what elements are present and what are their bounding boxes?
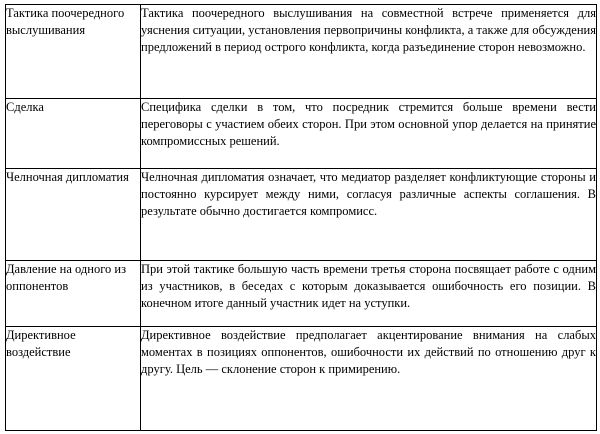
table-row [6,169,597,261]
tactic-description-cell: Челночная дипломатия означает, что медиатор разделяет конфликтующие стороны и постоянно курсирует между ними, согласуя различные аспекты соглашения. В результате обычно достигается компромисс. [141,169,597,261]
tactic-name-cell: Сделка [6,99,141,169]
tactic-description-cell: Специфика сделки в том, что посредник стремится больше времени вести переговоры с участием обеих сторон. При этом основной упор делается на принятие компромиссных решений. [141,99,597,169]
table-row [6,327,597,431]
tactic-description-cell: Тактика поочередного выслушивания на совместной встрече применяется для уяснения ситуации, установления первопричины конфликта, а также для обсуждения предложений в период острого конфликта, когда разъединение сторон невозможно. [141,5,597,99]
mediation-tactics-table [5,4,597,431]
table-row [6,5,597,99]
tactic-name-cell: Челночная дипломатия [6,169,141,261]
table-row [6,261,597,327]
tactic-description-cell: При этой тактике большую часть времени третья сторона посвящает работе с одним из участников, в беседах с которым доказывается ошибочность его позиции. В конечном итоге данный участник идет на уступки. [141,261,597,327]
tactic-name-cell: Директивное воздействие [6,327,141,431]
tactic-description-cell: Директивное воздействие предполагает акцентирование внимания на слабых моментах в позициях оппонентов, ошибочности их действий по отношению друг к другу. Цель — склонение сторон к примирению. [141,327,597,431]
table-row [6,99,597,169]
tactic-name-cell: Давление на одного из оппонентов [6,261,141,327]
tactic-name-cell: Тактика поочередного выслушивания [6,5,141,99]
